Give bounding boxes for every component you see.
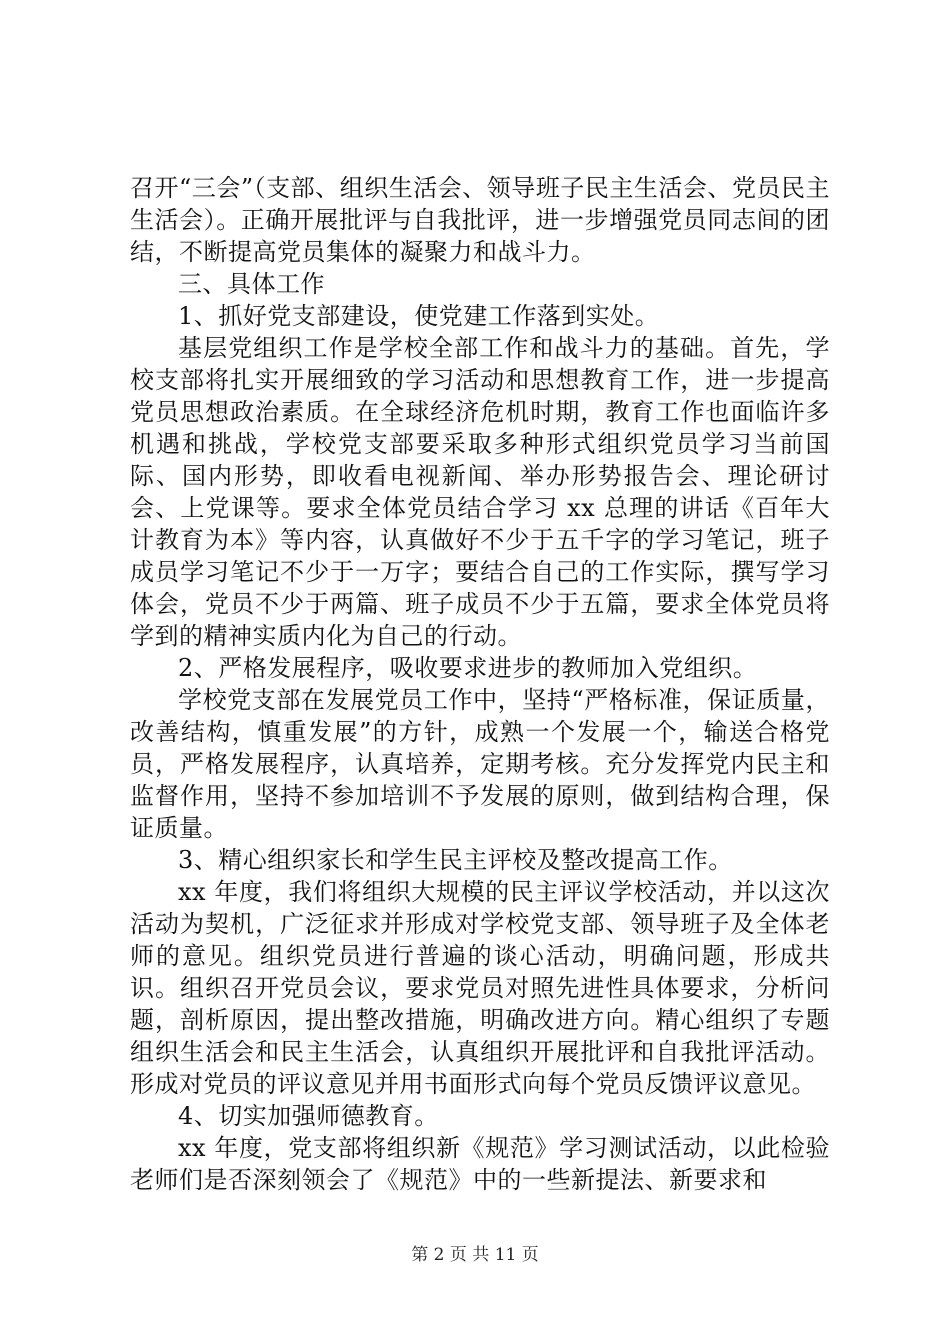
paragraph-item-2: 学校党支部在发展党员工作中，坚持“严格标准，保证质量，改善结构，慎重发展”的方针，成熟一个发展一个，输送合格党员，严格发展程序，认真培养，定期考核。充分发挥党内民主和监督作用，坚持不参加培训不予发展的原则，做到结构合理，保证质量。	[130, 686, 830, 842]
item-heading-1: 1、抓好党支部建设，使党建工作落到实处。	[178, 302, 660, 330]
document-body	[130, 172, 830, 1196]
paragraph-item-1: 基层党组织工作是学校全部工作和战斗力的基础。首先，学校支部将扎实开展细致的学习活动和思想教育工作，进一步提高党员思想政治素质。在全球经济危机时期，教育工作也面临许多机遇和挑战，学校党支部要采取多种形式组织党员学习当前国际、国内形势，即收看电视新闻、举办形势报告会、理论研讨会、上党课等。要求全体党员结合学习 xx 总理的讲话《百年大计教育为本》等内容，认真做好不少于五千字的学习笔记，班子成员学习笔记不少于一万字；要结合自己的工作实际，撰写学习体会，党员不少于两篇、班子成员不少于五篇，要求全体党员将学到的精神实质内化为自己的行动。	[130, 334, 830, 650]
item-heading-2: 2、严格发展程序，吸收要求进步的教师加入党组织。	[178, 654, 758, 682]
page-footer	[0, 1244, 950, 1266]
paragraph-item-3: xx 年度，我们将组织大规模的民主评议学校活动，并以这次活动为契机，广泛征求并形成对学校党支部、领导班子及全体老师的意见。组织党员进行普遍的谈心活动，明确问题，形成共识。组织召开党员会议，要求党员对照先进性具体要求，分析问题，剖析原因，提出整改措施，明确改进方向。精心组织了专题组织生活会和民主生活会，认真组织开展批评和自我批评活动。形成对党员的评议意见并用书面形式向每个党员反馈评议意见。	[130, 878, 830, 1098]
paragraph-continuation: 召开“三会”（支部、组织生活会、领导班子民主生活会、党员民主生活会）。正确开展批评与自我批评，进一步增强党员同志间的团结，不断提高党员集体的凝聚力和战斗力。	[130, 174, 830, 266]
item-heading-3: 3、精心组织家长和学生民主评校及整改提高工作。	[178, 846, 733, 874]
section-heading-specific-work: 三、具体工作	[178, 270, 325, 298]
item-heading-4: 4、切实加强师德教育。	[178, 1102, 439, 1130]
paragraph-item-4: xx 年度，党支部将组织新《规范》学习测试活动，以此检验老师们是否深刻领会了《规范》中的一些新提法、新要求和	[130, 1134, 830, 1194]
page-number-label: 第 2 页 共 11 页	[411, 1245, 539, 1265]
